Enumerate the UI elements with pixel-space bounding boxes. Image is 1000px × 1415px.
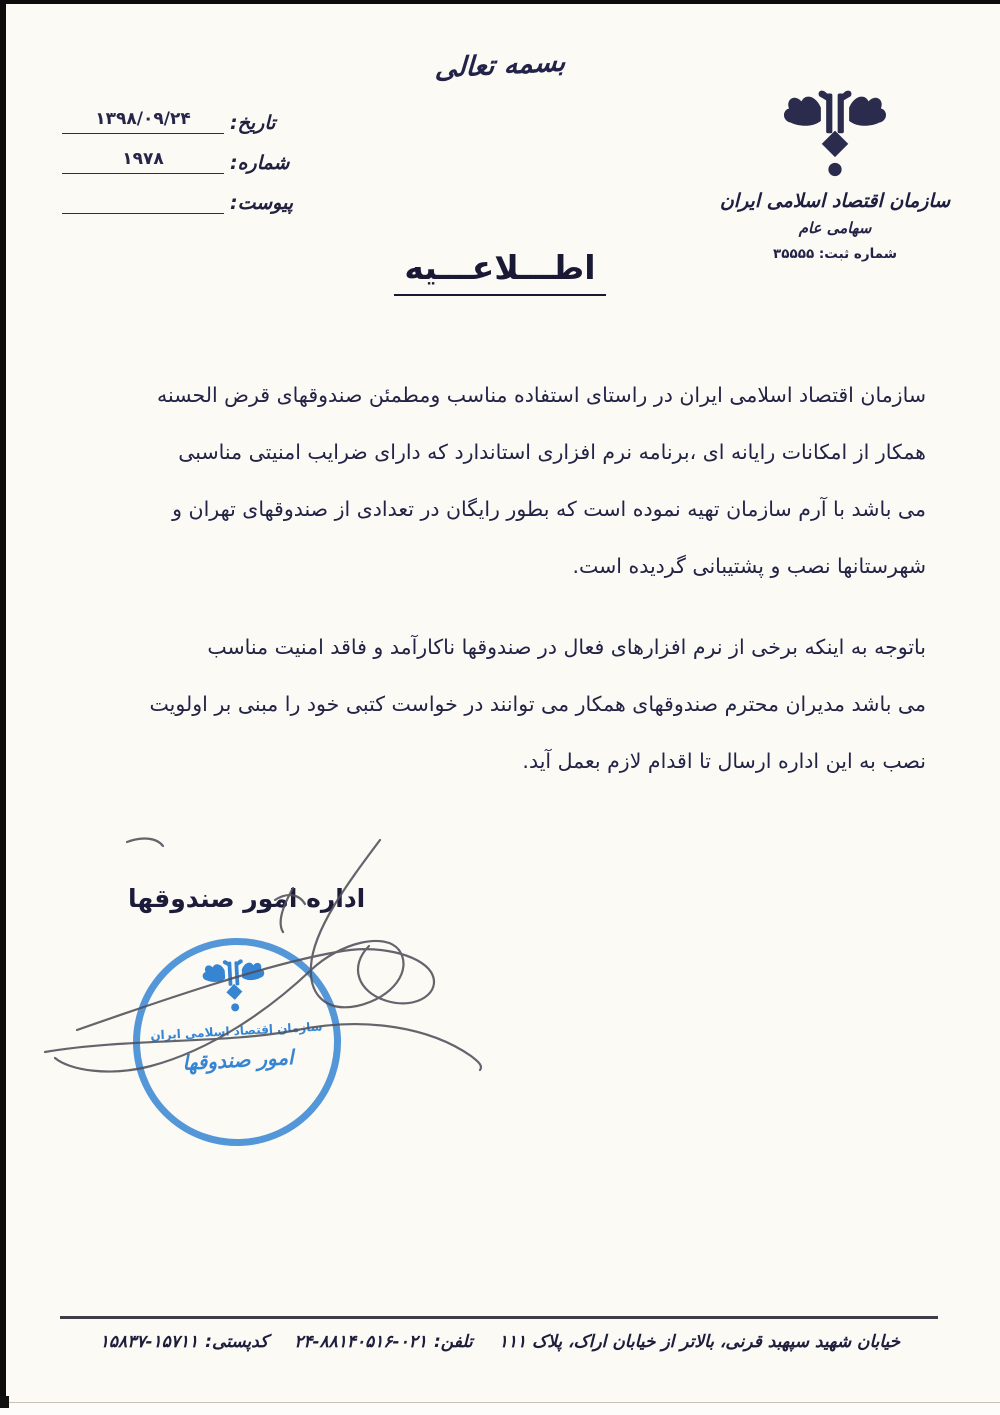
footer-postal-value: ۱۵۸۳۷-۱۵۷۱۱ bbox=[99, 1332, 199, 1352]
body-line: نصب به این اداره ارسال تا اقدام لازم بعمل آید. bbox=[522, 749, 926, 773]
footer-address: خیابان شهید سپهبد قرنی، بالاتر از خیابان اراک، پلاک ۱۱۱ bbox=[498, 1332, 901, 1352]
handwritten-signature bbox=[35, 826, 490, 1121]
number-label: شماره: bbox=[230, 152, 290, 174]
bismillah-text: بسمه تعالی bbox=[433, 46, 567, 85]
org-emblem-icon bbox=[782, 86, 888, 184]
scan-edge-left bbox=[0, 0, 6, 1404]
footer-phone-value: ۲۴-۸۸۱۴۰۵۱۶-۰۲۱ bbox=[294, 1332, 427, 1352]
bismillah-header bbox=[0, 46, 1000, 85]
letter-title bbox=[0, 248, 1000, 296]
footer-phone bbox=[294, 1332, 473, 1352]
letter-body bbox=[60, 383, 926, 806]
paragraph-1 bbox=[60, 383, 926, 611]
body-line: سازمان اقتصاد اسلامی ایران در راستای استفاده مناسب ومطمئن صندوقهای قرض الحسنه bbox=[157, 383, 926, 407]
stamp-department: امور صندوقها bbox=[181, 1045, 295, 1075]
body-line: شهرستانها نصب و پشتیبانی گردیده است. bbox=[572, 554, 926, 578]
scan-edge-bottom bbox=[0, 1402, 1000, 1415]
date-value: ۱۳۹۸/۰۹/۲۴ bbox=[62, 109, 224, 134]
attachment-label: پیوست: bbox=[230, 192, 294, 214]
scan-edge-nub bbox=[0, 1396, 9, 1408]
date-label: تاریخ: bbox=[230, 112, 276, 134]
footer-postal-label: کدپستی: bbox=[205, 1332, 269, 1352]
body-line: همکار از امکانات رایانه ای ،برنامه نرم افزاری استاندارد که دارای ضرایب امنیتی مناسبی bbox=[178, 440, 926, 464]
org-type: سهامی عام bbox=[798, 219, 872, 237]
org-registration-label: شماره ثبت: bbox=[818, 246, 897, 262]
footer-address-bar bbox=[60, 1332, 940, 1352]
letter-title-text: اطـــلاعـــیه bbox=[394, 248, 605, 296]
letter-meta-block bbox=[62, 94, 314, 214]
body-line: می باشد مدیران محترم صندوقهای همکار می توانند در خواست کتبی خود را مبنی بر اولویت bbox=[149, 692, 926, 716]
body-line: باتوجه به اینکه برخی از نرم افزارهای فعال در صندوقها ناکارآمد و فاقد امنیت مناسب bbox=[207, 635, 926, 659]
stamp-org-name: سازمان اقتصاد اسلامی ایران bbox=[150, 1019, 323, 1043]
letterhead-org-block bbox=[710, 86, 960, 262]
meta-row-date bbox=[62, 94, 314, 134]
meta-row-number bbox=[62, 134, 314, 174]
org-name: سازمان اقتصاد اسلامی ایران bbox=[719, 190, 951, 212]
number-value: ۱۹۷۸ bbox=[62, 149, 224, 174]
scan-edge-top bbox=[0, 0, 1000, 4]
footer-divider bbox=[60, 1316, 938, 1319]
meta-row-attachment bbox=[62, 174, 314, 214]
attachment-value bbox=[62, 189, 224, 214]
body-line: می باشد با آرم سازمان تهیه نموده است که بطور رایگان در تعدادی از صندوقهای تهران و bbox=[172, 497, 926, 521]
paragraph-2 bbox=[60, 635, 926, 806]
footer-phone-label: تلفن: bbox=[434, 1332, 473, 1352]
signature-department: اداره امور صندوقها bbox=[128, 884, 366, 913]
footer-postal bbox=[100, 1332, 268, 1352]
org-registration-value: ۳۵۵۵۵ bbox=[772, 246, 815, 262]
